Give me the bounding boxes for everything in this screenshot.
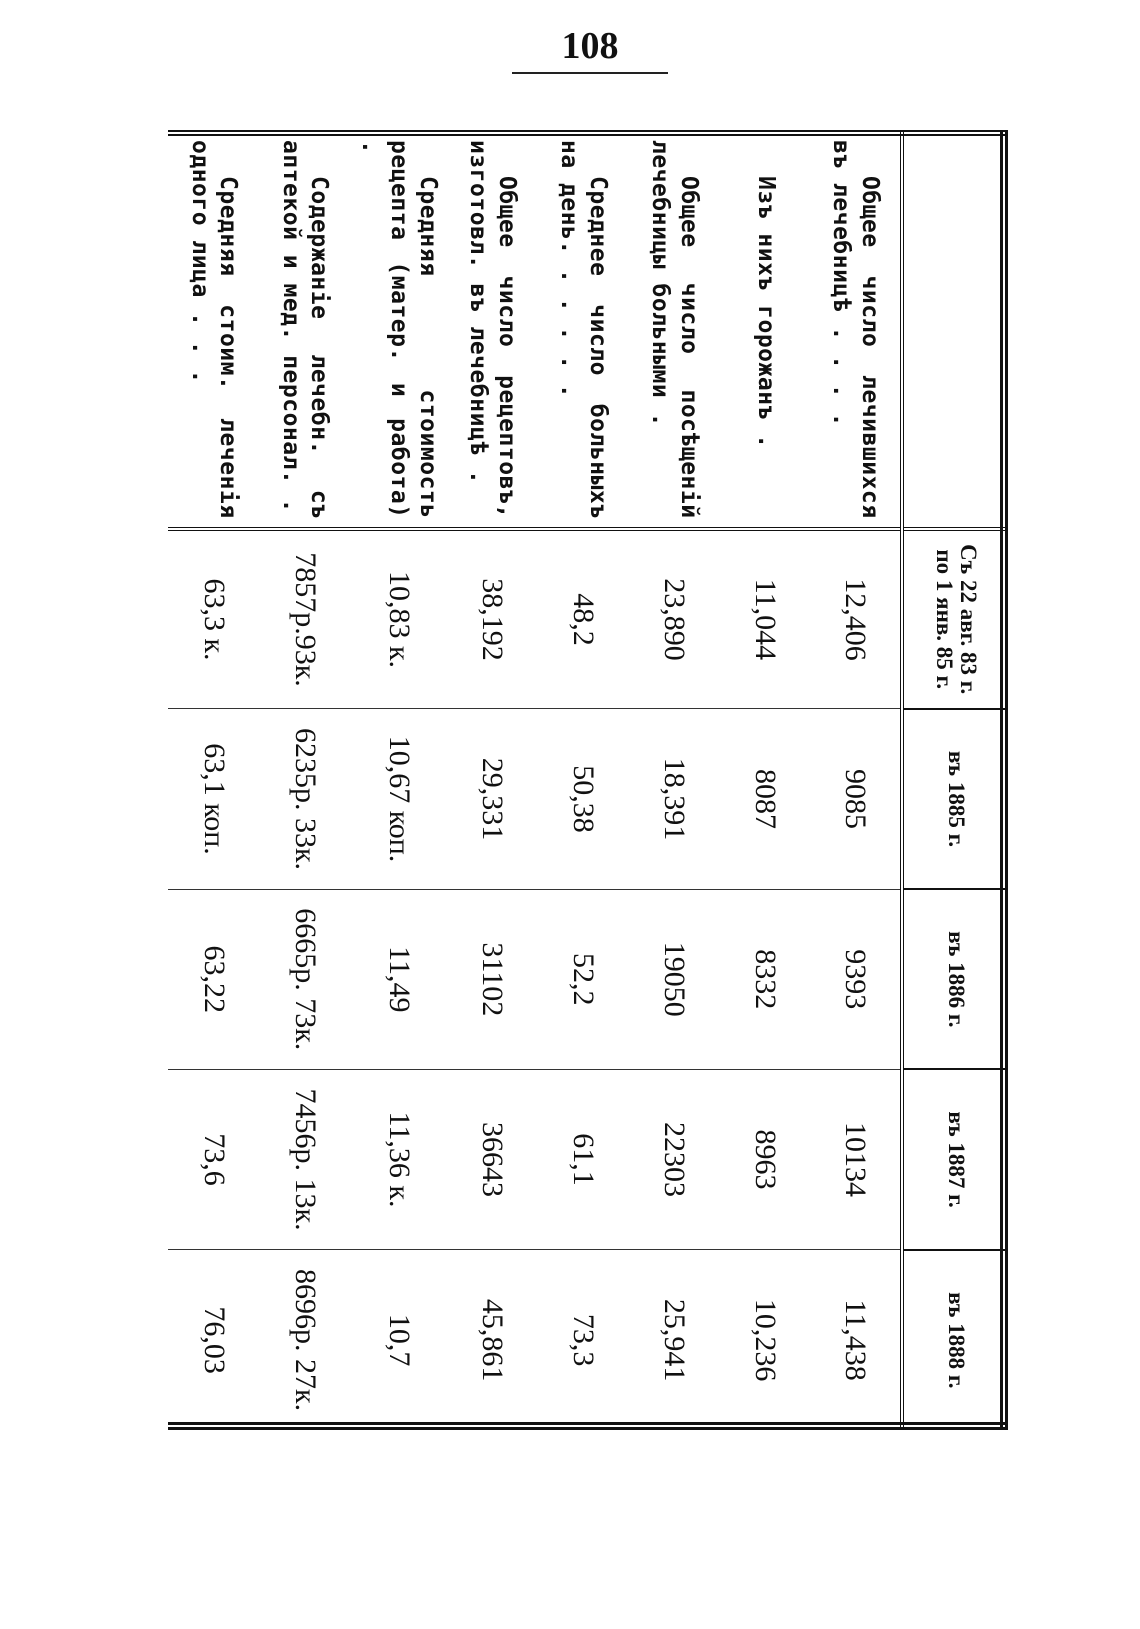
table-cell: 45,861 xyxy=(447,1250,538,1430)
statistics-table-frame xyxy=(168,130,1008,1430)
row-label: Общее число рецептовъ, изготовл. въ лечебницѣ . xyxy=(465,140,521,519)
table-cell: 8332 xyxy=(720,889,811,1069)
table-cell: 76,03 xyxy=(168,1250,259,1430)
table-row xyxy=(168,130,259,1430)
column-header-1887: въ 1887 г. xyxy=(902,1069,1008,1249)
column-header-1883-1885: Съ 22 авг. 83 г. по 1 янв. 85 г. xyxy=(902,529,1008,709)
table-cell: 10134 xyxy=(811,1069,902,1249)
table-cell: 61,1 xyxy=(538,1069,629,1249)
table-row xyxy=(538,130,629,1430)
page-number: 108 xyxy=(561,25,619,67)
table-cell: 11,438 xyxy=(811,1250,902,1430)
row-label: Среднее число больныхъ на день. . . . . . xyxy=(556,140,612,519)
table-cell: 8087 xyxy=(720,709,811,889)
table-cell: 63,3 к. xyxy=(168,529,259,709)
table-row xyxy=(629,130,720,1430)
rotated-table-container xyxy=(168,130,1008,1430)
table-cell: 63,1 коп. xyxy=(168,709,259,889)
table-row xyxy=(350,130,447,1430)
table-cell: 63,22 xyxy=(168,889,259,1069)
row-label: Содержаніе лечебн. съ аптекой и мед. персонал. . xyxy=(277,140,333,519)
header-corner xyxy=(902,130,1008,529)
column-header-1885: въ 1885 г. xyxy=(902,709,1008,889)
table-row xyxy=(447,130,538,1430)
table-row xyxy=(720,130,811,1430)
table-frame-top-rule xyxy=(1000,130,1008,1430)
table-cell: 19050 xyxy=(629,889,720,1069)
row-label: Средняя стоим. леченія одного лица . . . xyxy=(186,140,242,519)
table-cell: 12,406 xyxy=(811,529,902,709)
table-cell: 7857р.93к. xyxy=(259,529,350,709)
table-cell: 36643 xyxy=(447,1069,538,1249)
table-cell: 10,236 xyxy=(720,1250,811,1430)
table-cell: 10,7 xyxy=(350,1250,447,1430)
table-cell: 48,2 xyxy=(538,529,629,709)
column-header-1886: въ 1886 г. xyxy=(902,889,1008,1069)
table-cell: 73,3 xyxy=(538,1250,629,1430)
column-header-1888: въ 1888 г. xyxy=(902,1250,1008,1430)
table-frame-left-rule xyxy=(168,130,1008,136)
table-cell: 22303 xyxy=(629,1069,720,1249)
row-label: Общее число посѣщеній лечебницы больными . xyxy=(647,140,703,519)
table-cell: 25,941 xyxy=(629,1250,720,1430)
table-cell: 9085 xyxy=(811,709,902,889)
table-cell: 31102 xyxy=(447,889,538,1069)
table-cell: 8963 xyxy=(720,1069,811,1249)
table-cell: 10,67 коп. xyxy=(350,709,447,889)
table-cell: 73,6 xyxy=(168,1069,259,1249)
table-cell: 50,38 xyxy=(538,709,629,889)
row-label: Общее число лечившихся въ лечебницѣ . . . . xyxy=(828,140,884,519)
row-label: Средняя стоимость рецепта (матер. и работа) . xyxy=(357,140,441,519)
page-number-rule xyxy=(512,72,668,74)
table-cell: 52,2 xyxy=(538,889,629,1069)
table-cell: 11,044 xyxy=(720,529,811,709)
table-cell: 29,331 xyxy=(447,709,538,889)
table-cell: 7456р. 13к. xyxy=(259,1069,350,1249)
table-cell: 18,391 xyxy=(629,709,720,889)
table-cell: 38,192 xyxy=(447,529,538,709)
table-cell: 6665р. 73к. xyxy=(259,889,350,1069)
table-cell: 11,49 xyxy=(350,889,447,1069)
table-cell: 8696р. 27к. xyxy=(259,1250,350,1430)
row-label: Изъ нихъ горожанъ . xyxy=(752,176,779,449)
table-cell: 9393 xyxy=(811,889,902,1069)
table-cell: 11,36 к. xyxy=(350,1069,447,1249)
header-row xyxy=(902,130,1008,1430)
table-cell: 6235р. 33к. xyxy=(259,709,350,889)
hospital-statistics-table xyxy=(168,130,1008,1430)
table-cell: 10,83 к. xyxy=(350,529,447,709)
table-frame-right-rule xyxy=(168,1422,1008,1430)
table-row xyxy=(811,130,902,1430)
table-row xyxy=(259,130,350,1430)
table-cell: 23,890 xyxy=(629,529,720,709)
